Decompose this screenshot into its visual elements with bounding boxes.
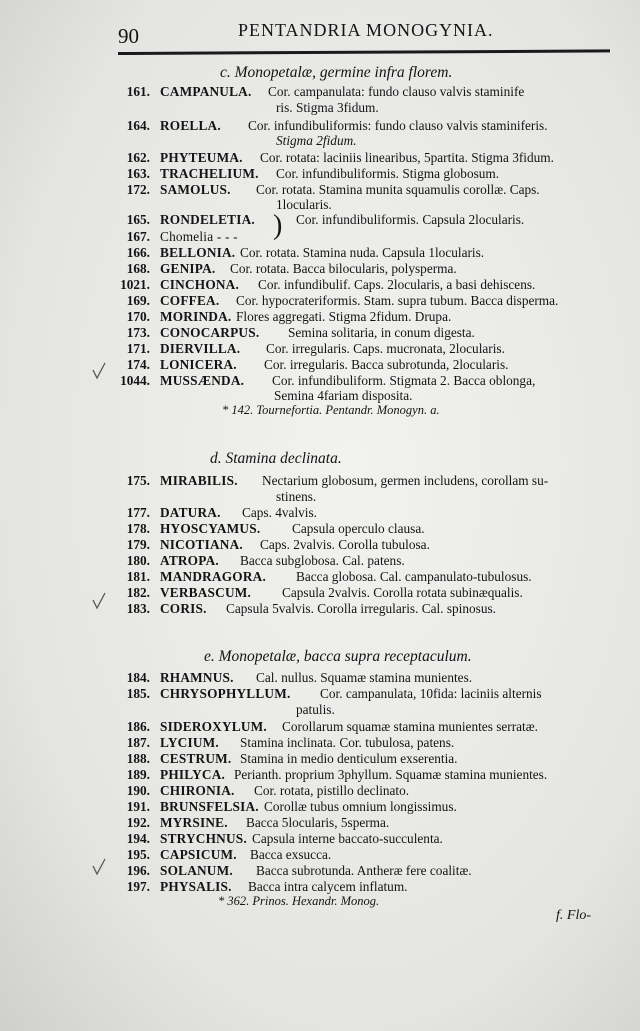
entry-number: 165. bbox=[126, 212, 150, 227]
genus-name: NICOTIANA. bbox=[160, 537, 243, 552]
entry-description: Cor. infundibuliformis. Capsula 2locularis. bbox=[296, 212, 525, 227]
entry-number: 194. bbox=[126, 831, 150, 846]
genus-name: MANDRAGORA. bbox=[160, 569, 266, 584]
entry-continuation: Semina 4fariam disposita. bbox=[274, 388, 413, 403]
entry-description: Cor. rotata, pistillo declinato. bbox=[254, 783, 410, 798]
entry-number: 171. bbox=[126, 341, 150, 356]
entry-description: Bacca subglobosa. Cal. patens. bbox=[240, 553, 405, 568]
genus-name: BRUNSFELSIA. bbox=[160, 799, 259, 814]
list-item bbox=[0, 686, 640, 703]
list-item bbox=[0, 670, 640, 687]
genus-name: STRYCHNUS. bbox=[160, 831, 247, 846]
entry-number: 166. bbox=[126, 245, 150, 260]
genus-name: HYOSCYAMUS. bbox=[160, 521, 261, 536]
genus-name: SAMOLUS. bbox=[160, 182, 231, 197]
entry-description: Cor. rotata: laciniis linearibus, 5partita. Stigma 3fidum. bbox=[260, 150, 554, 165]
entry-number: 177. bbox=[126, 505, 150, 520]
entry-number: 161. bbox=[126, 84, 150, 99]
genus-name: CAPSICUM. bbox=[160, 847, 237, 862]
entry-description: Bacca intra calycem inflatum. bbox=[248, 879, 408, 894]
entry-number: 195. bbox=[126, 847, 150, 862]
entry-description: Corollæ tubus omnium longissimus. bbox=[264, 799, 457, 814]
entry-description: Bacca 5locularis, 5sperma. bbox=[246, 815, 390, 830]
list-item bbox=[0, 473, 640, 490]
genus-name: CONOCARPUS. bbox=[160, 325, 260, 340]
entry-number: 180. bbox=[126, 553, 150, 568]
entry-description: Semina solitaria, in conum digesta. bbox=[288, 325, 475, 340]
entry-description: Cor. campanulata: fundo clauso valvis staminife bbox=[268, 84, 525, 99]
list-item bbox=[0, 150, 640, 167]
genus-name: CAMPANULA. bbox=[160, 84, 252, 99]
list-item bbox=[0, 277, 640, 294]
list-item bbox=[0, 719, 640, 736]
list-item bbox=[0, 783, 640, 800]
genus-name: RONDELETIA. bbox=[160, 212, 255, 227]
entry-description: Perianth. proprium 3phyllum. Squamæ stamina munientes. bbox=[234, 767, 548, 782]
entry-description: Bacca subrotunda. Antheræ fere coalitæ. bbox=[256, 863, 472, 878]
list-item bbox=[0, 831, 640, 848]
genus-name: ROELLA. bbox=[160, 118, 221, 133]
entry-number: 184. bbox=[126, 670, 150, 685]
list-item bbox=[0, 341, 640, 358]
genus-name: LYCIUM. bbox=[160, 735, 219, 750]
genus-name: MORINDA. bbox=[160, 309, 232, 324]
list-item bbox=[0, 84, 640, 101]
list-item bbox=[0, 751, 640, 768]
list-item bbox=[0, 325, 640, 342]
entry-continuation: stinens. bbox=[276, 489, 317, 504]
genus-name: PHYSALIS. bbox=[160, 879, 232, 894]
entry-description: Cor. rotata. Stamina munita squamulis corollæ. Caps. bbox=[256, 182, 540, 197]
entry-number: 1044. bbox=[120, 373, 150, 388]
entry-description: Capsula interne baccato-succulenta. bbox=[252, 831, 443, 846]
genus-name: COFFEA. bbox=[160, 293, 220, 308]
genus-name: GENIPA. bbox=[160, 261, 216, 276]
entry-description: Capsula 2valvis. Corolla rotata subinæqualis. bbox=[282, 585, 523, 600]
running-title: PENTANDRIA MONOGYNIA. bbox=[238, 20, 494, 40]
entry-description: Cor. infundibuliformis: fundo clauso valvis staminiferis. bbox=[248, 118, 548, 133]
entry-continuation: 1locularis. bbox=[276, 197, 332, 212]
entry-description: Bacca globosa. Cal. campanulato-tubulosus. bbox=[296, 569, 532, 584]
section-heading: c. Monopetalæ, germine infra florem. bbox=[220, 64, 453, 81]
list-item bbox=[0, 309, 640, 326]
entry-number: 178. bbox=[126, 521, 150, 536]
entry-number: 172. bbox=[126, 182, 150, 197]
entry-number: 181. bbox=[126, 569, 150, 584]
genus-name: DATURA. bbox=[160, 505, 221, 520]
entry-description: Bacca exsucca. bbox=[250, 847, 332, 862]
entry-number: 179. bbox=[126, 537, 150, 552]
entry-description: Cor. infundibuliform. Stigmata 2. Bacca oblonga, bbox=[272, 373, 536, 388]
list-item bbox=[0, 505, 640, 522]
genus-name: DIERVILLA. bbox=[160, 341, 241, 356]
entry-description: Cor. infundibuliformis. Stigma globosum. bbox=[276, 166, 500, 181]
cross-reference: * 362. Prinos. Hexandr. Monog. bbox=[218, 894, 380, 908]
list-item bbox=[0, 767, 640, 784]
entry-description: Cor. hypocrateriformis. Stam. supra tubum. Bacca disperma. bbox=[236, 293, 559, 308]
cross-reference: * 142. Tournefortia. Pentandr. Monogyn. a. bbox=[222, 403, 440, 417]
entry-number: 186. bbox=[126, 719, 150, 734]
entry-number: 170. bbox=[126, 309, 150, 324]
entry-number: 162. bbox=[126, 150, 150, 165]
genus-name: SIDEROXYLUM. bbox=[160, 719, 267, 734]
entry-number: 175. bbox=[126, 473, 150, 488]
list-item bbox=[0, 521, 640, 538]
genus-name: PHILYCA. bbox=[160, 767, 226, 782]
entry-description: Stamina in medio denticulum exserentia. bbox=[240, 751, 458, 766]
entry-number: 168. bbox=[126, 261, 150, 276]
entry-continuation: patulis. bbox=[296, 702, 335, 717]
entry-continuation: Stigma 2fidum. bbox=[276, 133, 357, 148]
list-item bbox=[0, 815, 640, 832]
genus-name: CORIS. bbox=[160, 601, 207, 616]
header-rule bbox=[118, 49, 610, 55]
genus-name: MYRSINE. bbox=[160, 815, 228, 830]
entry-number: 163. bbox=[126, 166, 150, 181]
entry-description: Cor. irregularis. Bacca subrotunda, 2locularis. bbox=[264, 357, 509, 372]
list-item bbox=[0, 229, 640, 246]
entry-description: Capsula operculo clausa. bbox=[292, 521, 425, 536]
genus-name: ATROPA. bbox=[160, 553, 219, 568]
entry-description: Cor. rotata. Bacca bilocularis, polysperma. bbox=[230, 261, 457, 276]
pencil-check-mark-icon bbox=[92, 362, 106, 380]
entry-number: 191. bbox=[126, 799, 150, 814]
entry-description: Cor. campanulata, 10fida: laciniis alternis bbox=[320, 686, 542, 701]
list-item bbox=[0, 569, 640, 586]
entry-number: 183. bbox=[126, 601, 150, 616]
genus-name: BELLONIA. bbox=[160, 245, 236, 260]
genus-name: CESTRUM. bbox=[160, 751, 232, 766]
entry-number: 167. bbox=[126, 229, 150, 244]
page-number: 90 bbox=[118, 24, 139, 48]
genus-name: Chomelia - - - bbox=[160, 229, 238, 244]
entry-number: 188. bbox=[126, 751, 150, 766]
brace-mark: ) bbox=[273, 210, 283, 241]
genus-name: MUSSÆNDA. bbox=[160, 373, 245, 388]
entry-number: 182. bbox=[126, 585, 150, 600]
pencil-check-mark-icon bbox=[92, 858, 106, 876]
genus-name: RHAMNUS. bbox=[160, 670, 234, 685]
entry-description: Cor. irregularis. Caps. mucronata, 2locularis. bbox=[266, 341, 505, 356]
genus-name: PHYTEUMA. bbox=[160, 150, 243, 165]
entry-description: Caps. 4valvis. bbox=[242, 505, 317, 520]
pencil-check-mark-icon bbox=[92, 592, 106, 610]
entry-number: 192. bbox=[126, 815, 150, 830]
entry-number: 174. bbox=[126, 357, 150, 372]
list-item bbox=[0, 735, 640, 752]
list-item bbox=[0, 537, 640, 554]
entry-description: Stamina inclinata. Cor. tubulosa, patens. bbox=[240, 735, 455, 750]
genus-name: CHIRONIA. bbox=[160, 783, 235, 798]
entry-number: 196. bbox=[126, 863, 150, 878]
genus-name: SOLANUM. bbox=[160, 863, 233, 878]
entry-number: 169. bbox=[126, 293, 150, 308]
entry-continuation: ris. Stigma 3fidum. bbox=[276, 100, 379, 115]
genus-name: VERBASCUM. bbox=[160, 585, 252, 600]
entry-description: Nectarium globosum, germen includens, corollam su- bbox=[262, 473, 549, 488]
entry-description: Cal. nullus. Squamæ stamina munientes. bbox=[256, 670, 473, 685]
entry-number: 173. bbox=[126, 325, 150, 340]
genus-name: CHRYSOPHYLLUM. bbox=[160, 686, 291, 701]
entry-number: 164. bbox=[126, 118, 150, 133]
list-item bbox=[0, 212, 640, 229]
section-heading: e. Monopetalæ, bacca supra receptaculum. bbox=[204, 648, 472, 665]
list-item bbox=[0, 245, 640, 262]
list-item bbox=[0, 166, 640, 183]
genus-name: TRACHELIUM. bbox=[160, 166, 259, 181]
entry-description: Corollarum squamæ stamina munientes serratæ. bbox=[282, 719, 538, 734]
entry-number: 189. bbox=[126, 767, 150, 782]
entry-description: Caps. 2valvis. Corolla tubulosa. bbox=[260, 537, 430, 552]
section-heading: d. Stamina declinata. bbox=[210, 450, 342, 467]
entry-number: 185. bbox=[126, 686, 150, 701]
entry-number: 197. bbox=[126, 879, 150, 894]
genus-name: CINCHONA. bbox=[160, 277, 239, 292]
entry-description: Cor. infundibulif. Caps. 2locularis, a basi dehiscens. bbox=[258, 277, 536, 292]
list-item bbox=[0, 553, 640, 570]
list-item bbox=[0, 261, 640, 278]
catchword: f. Flo- bbox=[556, 908, 591, 923]
entry-number: 190. bbox=[126, 783, 150, 798]
entry-description: Cor. rotata. Stamina nuda. Capsula 1locularis. bbox=[240, 245, 485, 260]
genus-name: LONICERA. bbox=[160, 357, 237, 372]
entry-description: Flores aggregati. Stigma 2fidum. Drupa. bbox=[236, 309, 452, 324]
entry-description: Capsula 5valvis. Corolla irregularis. Cal. spinosus. bbox=[226, 601, 496, 616]
entry-number: 1021. bbox=[120, 277, 150, 292]
list-item bbox=[0, 799, 640, 816]
entry-number: 187. bbox=[126, 735, 150, 750]
genus-name: MIRABILIS. bbox=[160, 473, 238, 488]
list-item bbox=[0, 293, 640, 310]
